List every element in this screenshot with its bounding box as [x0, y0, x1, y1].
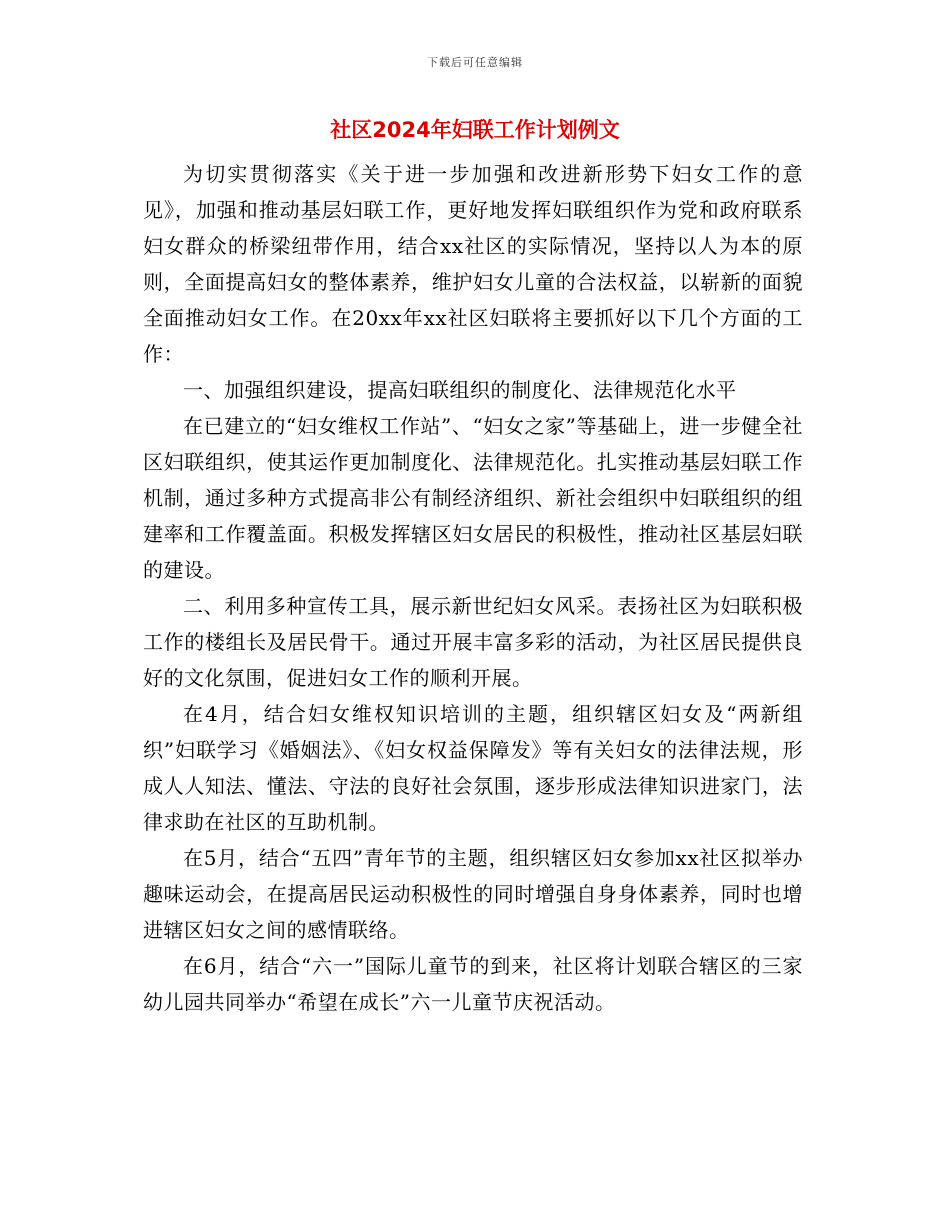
paragraph-may: 在5月，结合“五四”青年节的主题，组织辖区妇女参加xx社区拟举办趣味运动会，在提高居民运动积极性的同时增强自身身体素养，同时也增进辖区妇女之间的感情联络。: [143, 846, 803, 942]
document-title: 社区2024年妇联工作计划例文: [330, 118, 620, 142]
paragraph-june: 在6月，结合“六一”国际儿童节的到来，社区将计划联合辖区的三家幼儿园共同举办“希望在成长”六一儿童节庆祝活动。: [143, 954, 803, 1014]
section-heading-1: 一、加强组织建设，提高妇联组织的制度化、法律规范化水平: [183, 378, 737, 402]
section-heading-2: 二、利用多种宣传工具，展示新世纪妇女风采。表扬社区为妇联积极工作的楼组长及居民骨干。通过开展丰富多彩的活动，为社区居民提供良好的文化氛围，促进妇女工作的顺利开展。: [143, 594, 803, 690]
paragraph-section-1: 在已建立的“妇女维权工作站”、“妇女之家”等基础上，进一步健全社区妇联组织，使其运作更加制度化、法律规范化。扎实推动基层妇联工作机制，通过多种方式提高非公有制经济组织、新社会组织中妇联组织的组建率和工作覆盖面。积极发挥辖区妇女居民的积极性，推动社区基层妇联的建设。: [143, 414, 803, 582]
paragraph-intro: 为切实贯彻落实《关于进一步加强和改进新形势下妇女工作的意见》，加强和推动基层妇联工作，更好地发挥妇联组织作为党和政府联系妇女群众的桥梁纽带作用，结合xx社区的实际情况，坚持以人为本的原则，全面提高妇女的整体素养，维护妇女儿童的合法权益，以崭新的面貌全面推动妇女工作。在20xx年xx社区妇联将主要抓好以下几个方面的工作：: [143, 162, 803, 366]
document-body: [143, 156, 803, 1020]
header-note: 下载后可任意编辑: [427, 56, 523, 69]
paragraph-april: 在4月，结合妇女维权知识培训的主题，组织辖区妇女及“两新组织”妇联学习《婚姻法》、《妇女权益保障发》等有关妇女的法律法规，形成人人知法、懂法、守法的良好社会氛围，逐步形成法律知识进家门，法律求助在社区的互助机制。: [143, 702, 803, 834]
